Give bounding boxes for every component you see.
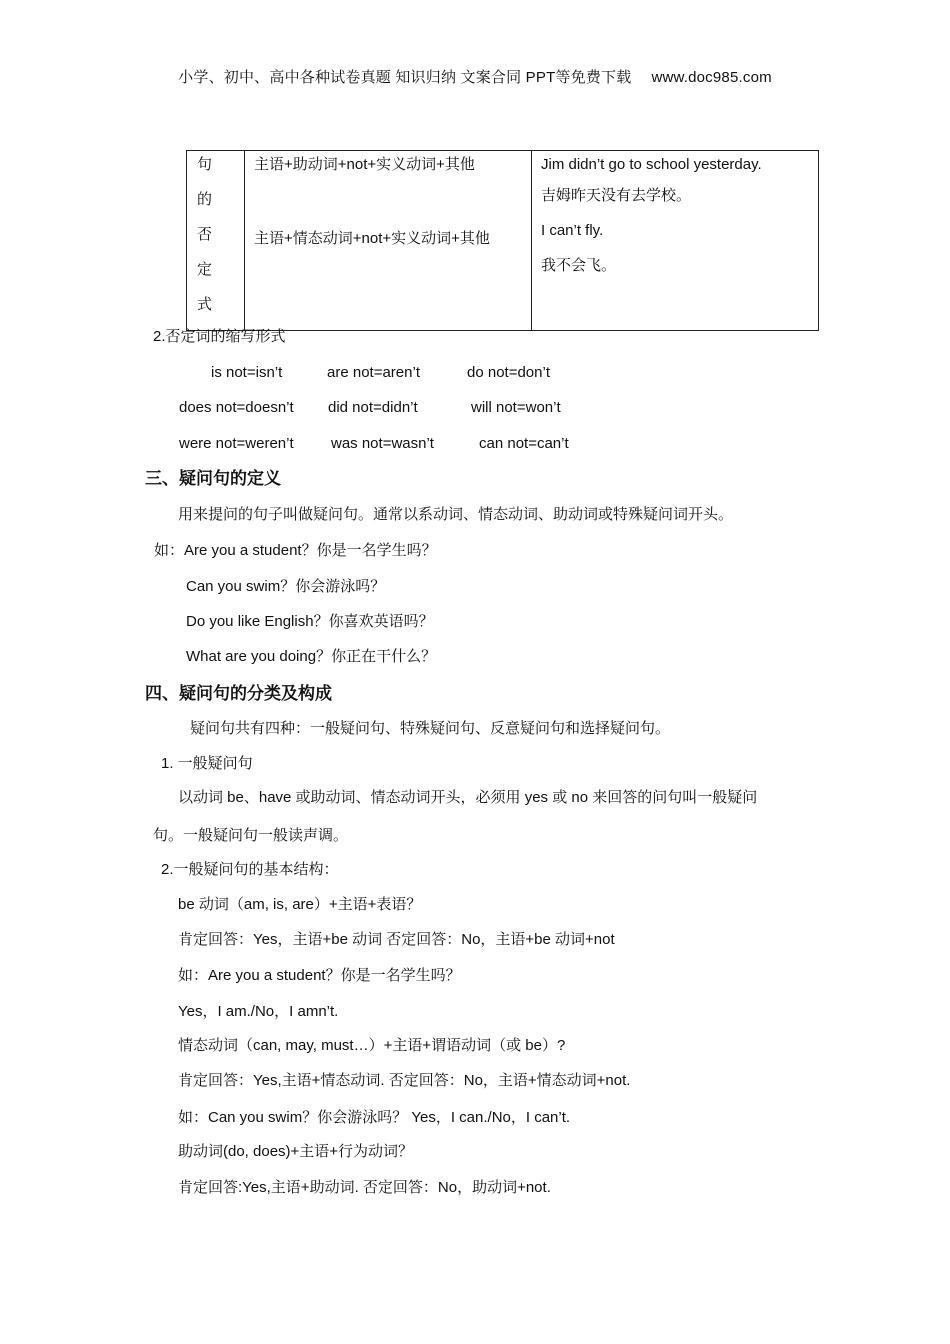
label-char: 否 xyxy=(197,226,213,243)
structure-line: 助动词(do, does)+主语+行为动词？ xyxy=(178,1143,414,1160)
header-site-link[interactable]: www.doc985.com xyxy=(651,69,772,86)
section-heading-classification: 四、疑问句的分类及构成 xyxy=(145,684,332,703)
label-char: 的 xyxy=(197,191,213,208)
table-example-cell xyxy=(532,151,819,331)
contraction-item: were not=weren’t xyxy=(179,435,294,452)
contraction-item: is not=isn’t xyxy=(211,364,283,381)
page-header xyxy=(0,68,950,88)
table-label-cell xyxy=(187,151,245,331)
table-structure-cell xyxy=(245,151,532,331)
contraction-item: was not=wasn’t xyxy=(331,435,434,452)
structure-line: be 动词（am, is, are）+主语+表语？ xyxy=(178,896,422,913)
structure-line: Yes，I am./No，I amn’t. xyxy=(178,1003,339,1020)
example-en-2: I can’t fly. xyxy=(541,222,604,239)
example-line: 如：Are you a student？你是一名学生吗？ xyxy=(154,542,437,559)
intro-text: 疑问句共有四种：一般疑问句、特殊疑问句、反意疑问句和选择疑问句。 xyxy=(190,720,671,737)
example-en-1: Jim didn’t go to school yesterday. xyxy=(541,156,762,173)
structure-line: 肯定回答：Yes,主语+情态动词. 否定回答：No，主语+情态动词+not. xyxy=(178,1072,631,1089)
structure-line: 肯定回答:Yes,主语+助动词. 否定回答：No，助动词+not. xyxy=(178,1179,551,1196)
contraction-item: do not=don’t xyxy=(467,364,550,381)
paragraph-line: 以动词 be、have 或助动词、情态动词开头，必须用 yes 或 no 来回答的问句叫一般疑问 xyxy=(178,789,758,806)
label-char: 定 xyxy=(197,261,213,278)
contraction-item: will not=won’t xyxy=(471,399,561,416)
structure-auxiliary: 主语+助动词+not+实义动词+其他 xyxy=(254,156,475,173)
contraction-item: did not=didn’t xyxy=(328,399,418,416)
structure-line: 如：Can you swim？你会游泳吗？ Yes，I can./No，I can’t. xyxy=(178,1109,571,1126)
paragraph-line: 句。一般疑问句一般读声调。 xyxy=(153,827,349,844)
example-line: Can you swim？你会游泳吗？ xyxy=(186,578,386,595)
contraction-item: can not=can’t xyxy=(479,435,569,452)
subsection-title: 2.一般疑问句的基本结构： xyxy=(161,861,339,878)
section-heading-definition: 三、疑问句的定义 xyxy=(145,469,281,488)
example-zh-2: 我不会飞。 xyxy=(541,257,617,274)
header-text: 小学、初中、高中各种试卷真题 知识归纳 文案合同 PPT等免费下载 xyxy=(178,69,632,86)
structure-line: 肯定回答：Yes，主语+be 动词 否定回答：No，主语+be 动词+not xyxy=(178,931,615,948)
structure-line: 如：Are you a student？你是一名学生吗？ xyxy=(178,967,461,984)
contraction-item: does not=doesn’t xyxy=(179,399,294,416)
example-zh-1: 吉姆昨天没有去学校。 xyxy=(541,187,692,204)
example-line: What are you doing？你正在干什么？ xyxy=(186,648,437,665)
contractions-title: 2.否定词的缩写形式 xyxy=(153,328,286,345)
example-line: Do you like English？你喜欢英语吗？ xyxy=(186,613,434,630)
label-char: 句 xyxy=(197,156,213,173)
negation-table xyxy=(186,150,819,331)
structure-line: 情态动词（can, may, must…）+主语+谓语动词（或 be）? xyxy=(178,1037,566,1054)
label-char: 式 xyxy=(197,296,213,313)
structure-modal: 主语+情态动词+not+实义动词+其他 xyxy=(254,230,490,247)
contraction-item: are not=aren’t xyxy=(327,364,420,381)
subsection-title: 1. 一般疑问句 xyxy=(161,755,253,772)
definition-text: 用来提问的句子叫做疑问句。通常以系动词、情态动词、助动词或特殊疑问词开头。 xyxy=(178,506,734,523)
